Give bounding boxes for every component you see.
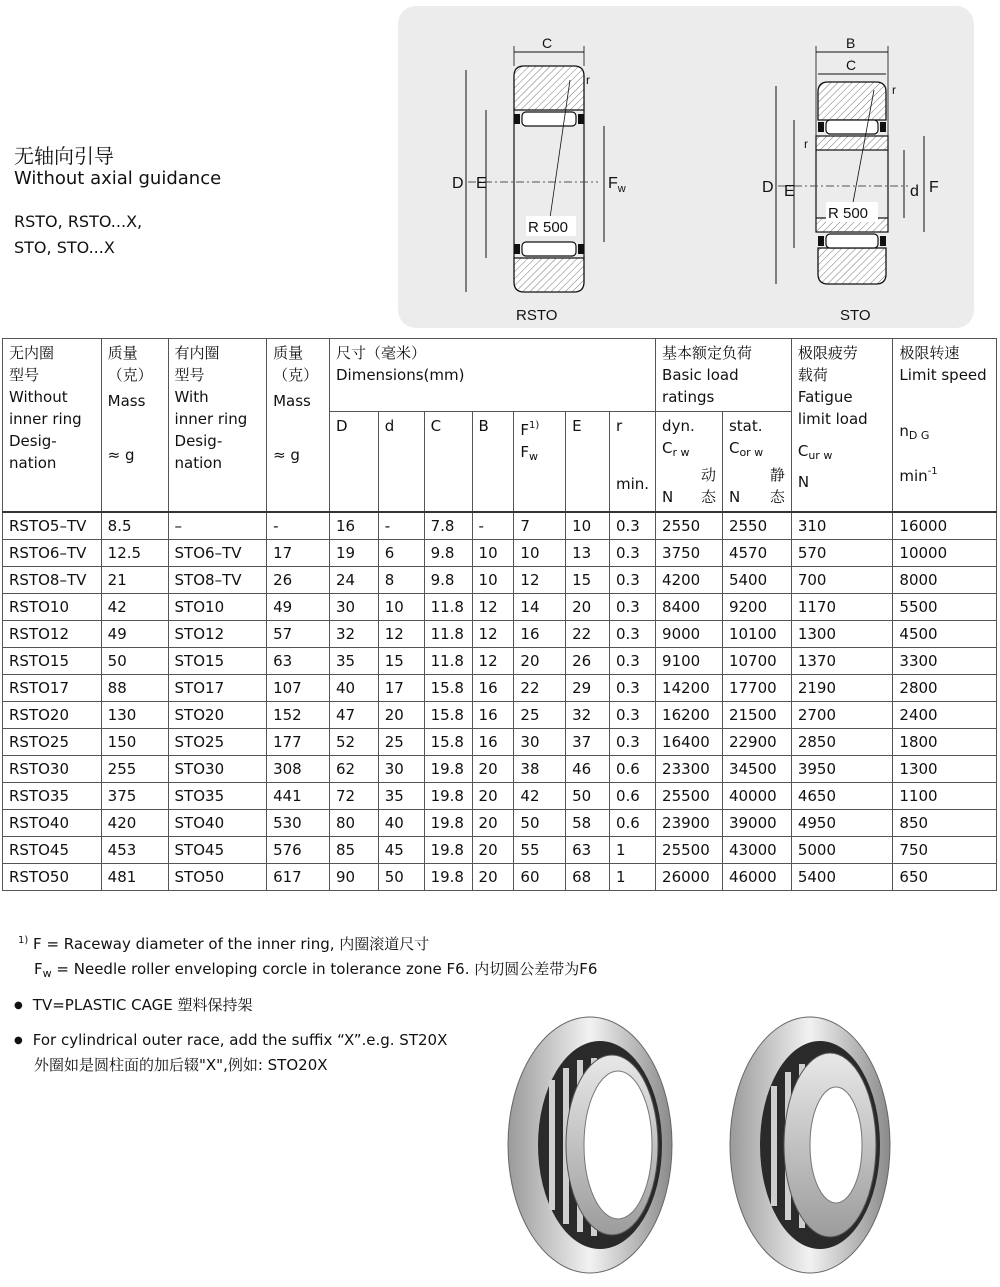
rsto-dim-d: D — [452, 175, 464, 192]
table-cell: 2700 — [791, 702, 893, 729]
sto-cage-lip — [880, 122, 886, 132]
table-cell: 85 — [329, 837, 378, 864]
table-cell: 15.8 — [424, 675, 472, 702]
sto-needle-bottom — [826, 234, 878, 248]
table-cell: STO17 — [168, 675, 267, 702]
sto-dim-r2: r — [804, 137, 808, 151]
models-line-1: RSTO, RSTO...X, — [14, 212, 143, 231]
rsto-caption: RSTO — [516, 307, 558, 324]
col-header-C: C — [424, 412, 472, 513]
bearing-photos — [480, 1000, 920, 1280]
table-cell: 1370 — [791, 648, 893, 675]
table-cell: 14200 — [656, 675, 723, 702]
sto-inner-ring-top — [816, 136, 888, 150]
table-cell: 150 — [101, 729, 168, 756]
sto-cage-lip — [818, 236, 824, 246]
table-cell: - — [267, 512, 330, 540]
table-cell: 4500 — [893, 621, 997, 648]
table-cell: 68 — [566, 864, 610, 891]
table-cell: 20 — [472, 783, 514, 810]
table-cell: 3750 — [656, 540, 723, 567]
table-cell: 1170 — [791, 594, 893, 621]
col-header-without-inner-ring: 无内圈 型号 Without inner ring Desig- nation — [3, 339, 102, 513]
col-header-mass-2: 质量 （克） Mass ≈ g — [267, 339, 330, 513]
notes — [14, 993, 447, 1078]
table-cell: 11.8 — [424, 594, 472, 621]
table-cell: 19 — [329, 540, 378, 567]
rsto-radius-label: R 500 — [528, 219, 569, 236]
table-row — [3, 621, 997, 648]
table-cell: STO25 — [168, 729, 267, 756]
table-cell: 20 — [378, 702, 424, 729]
table-row — [3, 567, 997, 594]
table-cell: 25 — [378, 729, 424, 756]
table-cell: 0.6 — [609, 756, 655, 783]
table-cell: 650 — [893, 864, 997, 891]
table-cell: 152 — [267, 702, 330, 729]
table-cell: 4200 — [656, 567, 723, 594]
table-cell: 9200 — [722, 594, 791, 621]
sto-needle-top — [826, 120, 878, 134]
table-cell: STO12 — [168, 621, 267, 648]
table-row — [3, 675, 997, 702]
table-cell: STO6–TV — [168, 540, 267, 567]
col-header-r: r min. — [609, 412, 655, 513]
rsto-cage-lip — [578, 244, 584, 254]
rsto-outer-ring-bottom — [514, 258, 584, 292]
table-cell: 15 — [378, 648, 424, 675]
table-cell: 50 — [566, 783, 610, 810]
table-cell: 850 — [893, 810, 997, 837]
table-cell: 16 — [329, 512, 378, 540]
table-cell: 0.3 — [609, 675, 655, 702]
spec-table-header — [3, 339, 997, 513]
table-cell: 24 — [329, 567, 378, 594]
table-cell: 35 — [378, 783, 424, 810]
footnotes — [18, 928, 597, 986]
table-cell: 0.3 — [609, 648, 655, 675]
table-cell: 42 — [514, 783, 566, 810]
rsto-dim-fw: $F_w$ — [608, 175, 626, 195]
table-cell: 80 — [329, 810, 378, 837]
table-cell: 40 — [378, 810, 424, 837]
table-row — [3, 512, 997, 540]
drawing-panel — [398, 6, 974, 328]
table-cell: - — [378, 512, 424, 540]
table-row — [3, 594, 997, 621]
rsto-dim-c: C — [542, 35, 553, 51]
table-cell: 10 — [472, 567, 514, 594]
table-cell: 255 — [101, 756, 168, 783]
table-cell: 8.5 — [101, 512, 168, 540]
table-cell: 9000 — [656, 621, 723, 648]
table-cell: 23300 — [656, 756, 723, 783]
col-header-E: E — [566, 412, 610, 513]
table-cell: 177 — [267, 729, 330, 756]
table-cell: 32 — [566, 702, 610, 729]
table-cell: 52 — [329, 729, 378, 756]
table-cell: 0.3 — [609, 594, 655, 621]
table-cell: 21 — [101, 567, 168, 594]
sto-dim-b: B — [846, 35, 856, 51]
table-cell: 42 — [101, 594, 168, 621]
table-cell: 32 — [329, 621, 378, 648]
table-cell: STO8–TV — [168, 567, 267, 594]
table-cell: 15.8 — [424, 702, 472, 729]
table-cell: 0.3 — [609, 621, 655, 648]
table-cell: RSTO15 — [3, 648, 102, 675]
table-cell: 0.3 — [609, 702, 655, 729]
table-cell: 12 — [472, 648, 514, 675]
table-cell: STO15 — [168, 648, 267, 675]
table-cell: 20 — [566, 594, 610, 621]
table-cell: 20 — [472, 837, 514, 864]
table-cell: 22 — [566, 621, 610, 648]
table-cell: 34500 — [722, 756, 791, 783]
table-cell: STO45 — [168, 837, 267, 864]
table-cell: 14 — [514, 594, 566, 621]
table-cell: 0.3 — [609, 567, 655, 594]
table-cell: STO50 — [168, 864, 267, 891]
table-cell: 16200 — [656, 702, 723, 729]
table-cell: – — [168, 512, 267, 540]
table-cell: 4650 — [791, 783, 893, 810]
table-cell: 12 — [514, 567, 566, 594]
table-cell: RSTO25 — [3, 729, 102, 756]
table-cell: 7 — [514, 512, 566, 540]
rsto-photo — [508, 1017, 672, 1273]
table-cell: 16 — [514, 621, 566, 648]
rsto-dim-r: r — [586, 73, 590, 87]
note-suffix: ● For cylindrical outer race, add the suffix “X”.e.g. ST20X — [14, 1031, 448, 1049]
rsto-dim-e: E — [476, 175, 487, 192]
table-cell: 25500 — [656, 837, 723, 864]
table-cell: 15 — [566, 567, 610, 594]
table-cell: RSTO12 — [3, 621, 102, 648]
table-row — [3, 864, 997, 891]
table-cell: 20 — [472, 864, 514, 891]
table-cell: 453 — [101, 837, 168, 864]
table-cell: 0.6 — [609, 783, 655, 810]
table-cell: STO30 — [168, 756, 267, 783]
table-cell: 107 — [267, 675, 330, 702]
table-cell: 43000 — [722, 837, 791, 864]
table-cell: 30 — [329, 594, 378, 621]
table-cell: RSTO50 — [3, 864, 102, 891]
sto-outer-ring-top — [818, 82, 886, 120]
sto-caption: STO — [840, 307, 871, 324]
table-cell: 26 — [267, 567, 330, 594]
table-cell: 1300 — [791, 621, 893, 648]
models-line-2: STO, STO...X — [14, 238, 115, 257]
table-cell: RSTO20 — [3, 702, 102, 729]
table-cell: 50 — [101, 648, 168, 675]
table-cell: 29 — [566, 675, 610, 702]
table-cell: 9.8 — [424, 540, 472, 567]
table-cell: 40 — [329, 675, 378, 702]
sto-dim-r: r — [892, 83, 896, 97]
table-cell: 45 — [378, 837, 424, 864]
table-cell: 530 — [267, 810, 330, 837]
table-cell: 2190 — [791, 675, 893, 702]
sto-dim-e: E — [784, 183, 795, 200]
table-cell: RSTO35 — [3, 783, 102, 810]
table-cell: STO35 — [168, 783, 267, 810]
table-cell: 10 — [472, 540, 514, 567]
table-cell: 55 — [514, 837, 566, 864]
table-cell: 38 — [514, 756, 566, 783]
table-cell: 9100 — [656, 648, 723, 675]
table-cell: 10700 — [722, 648, 791, 675]
table-cell: RSTO10 — [3, 594, 102, 621]
table-cell: 576 — [267, 837, 330, 864]
table-cell: 617 — [267, 864, 330, 891]
table-cell: 12.5 — [101, 540, 168, 567]
table-cell: RSTO8–TV — [3, 567, 102, 594]
table-cell: 1 — [609, 837, 655, 864]
table-cell: 1 — [609, 864, 655, 891]
title-zh: 无轴向引导 — [14, 144, 114, 168]
table-cell: 26 — [566, 648, 610, 675]
col-header-fatigue: 极限疲劳 载荷 Fatigue limit load $C_{ur w}$ N — [791, 339, 893, 513]
table-cell: 8 — [378, 567, 424, 594]
table-cell: 10000 — [893, 540, 997, 567]
note-tv: ● TV=PLASTIC CAGE 塑料保持架 — [14, 996, 253, 1014]
table-row — [3, 648, 997, 675]
table-cell: 22 — [514, 675, 566, 702]
table-cell: 35 — [329, 648, 378, 675]
table-cell: 17700 — [722, 675, 791, 702]
table-cell: RSTO45 — [3, 837, 102, 864]
rsto-needle-top — [522, 112, 576, 126]
rsto-cage-lip — [514, 114, 520, 124]
table-cell: 10 — [378, 594, 424, 621]
title-en: Without axial guidance — [14, 168, 222, 189]
table-cell: 23900 — [656, 810, 723, 837]
table-cell: 4570 — [722, 540, 791, 567]
table-cell: 11.8 — [424, 621, 472, 648]
table-cell: 5400 — [791, 864, 893, 891]
table-cell: 46 — [566, 756, 610, 783]
table-cell: 4950 — [791, 810, 893, 837]
table-cell: 5000 — [791, 837, 893, 864]
table-cell: RSTO30 — [3, 756, 102, 783]
table-cell: 30 — [378, 756, 424, 783]
table-cell: 17 — [378, 675, 424, 702]
sto-cage-lip — [880, 236, 886, 246]
table-cell: 40000 — [722, 783, 791, 810]
table-cell: 21500 — [722, 702, 791, 729]
footnote-fw: $F_w$ = Needle roller enveloping corcle in tolerance zone F6. 内切圆公差带为F6 — [34, 960, 598, 980]
table-cell: 12 — [378, 621, 424, 648]
table-cell: 375 — [101, 783, 168, 810]
table-cell: 30 — [514, 729, 566, 756]
table-cell: 22900 — [722, 729, 791, 756]
table-cell: 750 — [893, 837, 997, 864]
table-cell: 6 — [378, 540, 424, 567]
note-suffix-zh: 外圈如是圆柱面的加后辍"X",例如: STO20X — [34, 1056, 328, 1074]
sto-dim-d: D — [762, 179, 774, 196]
table-cell: STO40 — [168, 810, 267, 837]
col-header-with-inner-ring: 有内圈 型号 With inner ring Desig- nation — [168, 339, 267, 513]
table-cell: 0.3 — [609, 729, 655, 756]
table-cell: 20 — [472, 756, 514, 783]
rsto-outer-ring-top — [514, 66, 584, 110]
table-cell: 1100 — [893, 783, 997, 810]
rsto-cage-lip — [578, 114, 584, 124]
table-cell: 10 — [514, 540, 566, 567]
table-cell: 11.8 — [424, 648, 472, 675]
table-cell: STO10 — [168, 594, 267, 621]
table-cell: RSTO17 — [3, 675, 102, 702]
footnote-f: $^{1)}$ F = Raceway diameter of the inner ring, 内圈滚道尺寸 — [18, 935, 430, 953]
sto-cage-lip — [818, 122, 824, 132]
table-cell: 19.8 — [424, 864, 472, 891]
table-cell: - — [472, 512, 514, 540]
table-cell: 3300 — [893, 648, 997, 675]
rsto-needle-bottom — [522, 242, 576, 256]
table-cell: 58 — [566, 810, 610, 837]
table-cell: 39000 — [722, 810, 791, 837]
col-header-stat: stat. $C_{or w}$ 静 N 态 — [722, 412, 791, 513]
table-cell: 308 — [267, 756, 330, 783]
table-cell: 2800 — [893, 675, 997, 702]
sto-dim-f: F — [929, 179, 939, 196]
table-cell: 441 — [267, 783, 330, 810]
table-cell: 570 — [791, 540, 893, 567]
col-header-B: B — [472, 412, 514, 513]
table-cell: 19.8 — [424, 810, 472, 837]
table-cell: 90 — [329, 864, 378, 891]
table-cell: 37 — [566, 729, 610, 756]
table-cell: 5400 — [722, 567, 791, 594]
table-cell: 310 — [791, 512, 893, 540]
table-cell: 72 — [329, 783, 378, 810]
col-header-limit-speed: 极限转速 Limit speed $n_{D G}$ $\min^{-1}$ — [893, 339, 997, 513]
sto-radius-label: R 500 — [828, 205, 869, 222]
col-header-F-Fw: $F^{1)}$ $F_w$ — [514, 412, 566, 513]
table-row — [3, 756, 997, 783]
table-cell: 2850 — [791, 729, 893, 756]
table-cell: 25500 — [656, 783, 723, 810]
table-cell: 20 — [514, 648, 566, 675]
bearing-cross-section-drawings — [398, 6, 974, 328]
table-cell: 0.6 — [609, 810, 655, 837]
table-cell: RSTO5–TV — [3, 512, 102, 540]
table-cell: 17 — [267, 540, 330, 567]
table-cell: 49 — [267, 594, 330, 621]
rsto-drawing — [452, 35, 626, 324]
table-cell: 60 — [514, 864, 566, 891]
sto-drawing — [762, 35, 939, 324]
table-cell: 50 — [514, 810, 566, 837]
table-cell: 130 — [101, 702, 168, 729]
table-cell: 0.3 — [609, 540, 655, 567]
table-cell: 0.3 — [609, 512, 655, 540]
table-cell: 57 — [267, 621, 330, 648]
sto-dim-bore: d — [910, 183, 919, 200]
spec-table — [2, 338, 997, 891]
table-cell: 63 — [566, 837, 610, 864]
table-cell: 10 — [566, 512, 610, 540]
table-cell: 16000 — [893, 512, 997, 540]
table-cell: 3950 — [791, 756, 893, 783]
table-cell: STO20 — [168, 702, 267, 729]
table-cell: 10100 — [722, 621, 791, 648]
table-cell: 1300 — [893, 756, 997, 783]
table-cell: 1800 — [893, 729, 997, 756]
table-cell: 16400 — [656, 729, 723, 756]
table-row — [3, 810, 997, 837]
col-header-D: D — [329, 412, 378, 513]
table-cell: 63 — [267, 648, 330, 675]
table-cell: 2400 — [893, 702, 997, 729]
table-cell: 8000 — [893, 567, 997, 594]
table-cell: 49 — [101, 621, 168, 648]
table-row — [3, 540, 997, 567]
table-cell: 47 — [329, 702, 378, 729]
table-cell: 700 — [791, 567, 893, 594]
table-cell: 25 — [514, 702, 566, 729]
table-cell: 12 — [472, 594, 514, 621]
table-cell: 16 — [472, 729, 514, 756]
table-cell: 420 — [101, 810, 168, 837]
table-cell: 15.8 — [424, 729, 472, 756]
col-header-dyn: dyn. $C_{r w}$ 动 N 态 — [656, 412, 723, 513]
table-cell: 19.8 — [424, 837, 472, 864]
table-cell: 62 — [329, 756, 378, 783]
table-cell: 46000 — [722, 864, 791, 891]
table-row — [3, 837, 997, 864]
table-cell: 26000 — [656, 864, 723, 891]
table-row — [3, 783, 997, 810]
spec-table-body — [3, 512, 997, 891]
table-cell: 16 — [472, 675, 514, 702]
col-header-basic-load: 基本额定负荷 Basic load ratings — [656, 339, 792, 412]
table-cell: 5500 — [893, 594, 997, 621]
col-header-dimensions: 尺寸（毫米） Dimensions(mm) — [329, 339, 655, 412]
sto-dim-c: C — [846, 57, 857, 73]
sto-photo — [730, 1017, 890, 1273]
table-cell: RSTO6–TV — [3, 540, 102, 567]
table-cell: 7.8 — [424, 512, 472, 540]
table-cell: 16 — [472, 702, 514, 729]
table-cell: 19.8 — [424, 783, 472, 810]
table-cell: 88 — [101, 675, 168, 702]
col-header-d: d — [378, 412, 424, 513]
rsto-cage-lip — [514, 244, 520, 254]
table-cell: 20 — [472, 810, 514, 837]
table-cell: 2550 — [656, 512, 723, 540]
table-row — [3, 702, 997, 729]
table-cell: 9.8 — [424, 567, 472, 594]
table-cell: 12 — [472, 621, 514, 648]
table-cell: RSTO40 — [3, 810, 102, 837]
table-cell: 13 — [566, 540, 610, 567]
col-header-mass: 质量 （克） Mass ≈ g — [101, 339, 168, 513]
sto-outer-ring-bottom — [818, 248, 886, 284]
table-cell: 50 — [378, 864, 424, 891]
table-cell: 19.8 — [424, 756, 472, 783]
table-row — [3, 729, 997, 756]
table-cell: 2550 — [722, 512, 791, 540]
table-cell: 481 — [101, 864, 168, 891]
table-cell: 8400 — [656, 594, 723, 621]
